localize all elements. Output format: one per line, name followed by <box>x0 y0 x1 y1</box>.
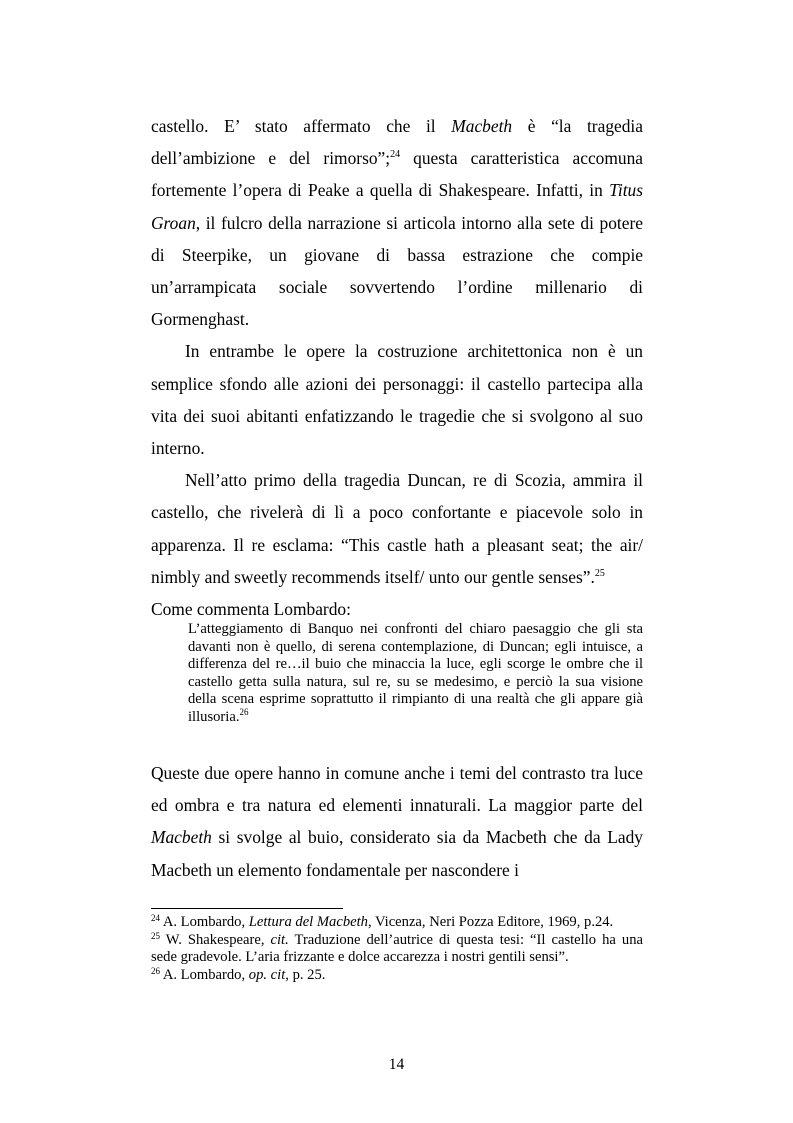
text-run: W. Shakespeare, <box>160 931 271 948</box>
footnote-25 <box>151 932 643 967</box>
text-run: è “la tragedia dell’ambizione e del rimorso”; <box>151 116 643 169</box>
italic-title: Macbeth <box>151 827 212 848</box>
text-run: A. Lombardo, <box>160 966 249 983</box>
text-run: Queste due opere hanno in comune anche i temi del contrasto tra luce ed ombra e tra natura ed elementi innaturali. La maggior parte del <box>151 763 643 816</box>
text-run: , il fulcro della narrazione si articola intorno alla sete di potere di Steerpike, un giovane di bassa estrazione che compie un’arrampicata sociale sovvertendo l’ordine millenario di Gormenghast. <box>151 212 643 330</box>
footnote-24 <box>151 914 643 932</box>
footnote-number: 24 <box>151 913 160 923</box>
paragraph-3 <box>151 464 643 593</box>
text-run: si svolge al buio, considerato sia da Macbeth che da Lady Macbeth un elemento fondamentale per nascondere i <box>151 827 643 880</box>
paragraph-1 <box>151 110 643 335</box>
footnote-ref: 25 <box>594 567 605 579</box>
footnote-26 <box>151 967 643 985</box>
footnote-number: 26 <box>151 965 160 976</box>
main-text-bottom <box>151 757 643 886</box>
italic-title: op. cit <box>248 966 286 983</box>
paragraph-2: In entrambe le opere la costruzione architettonica non è un semplice sfondo alle azioni dei personaggi: il castello partecipa alla vita dei suoi abitanti enfatizzando le tragedie che si svolgono al suo interno. <box>151 341 643 459</box>
text-run: Nell’atto primo della tragedia Duncan, re di Scozia, ammira il castello, che rivelerà di lì a poco confortante e piacevole solo in apparenza. Il re esclama: “This castle hath a pleasant seat; the air/ nimbly and sweetly recommends itself/ unto our gentle senses”. <box>151 470 643 587</box>
footnote-ref: 24 <box>390 149 401 161</box>
paragraph-5 <box>151 757 643 886</box>
footnote-separator <box>151 908 343 909</box>
text-run: questa caratteristica accomuna fortemente l’opera di Peake a quella di Shakespeare. Infatti, in <box>151 148 643 201</box>
italic-title: Titus Groan <box>151 180 643 233</box>
footnote-number: 25 <box>151 930 160 941</box>
text-run: castello. E’ stato affermato che il <box>151 116 452 136</box>
paragraph-4: Come commenta Lombardo: <box>151 599 351 620</box>
text-run: Traduzione dell’autrice di questa tesi: “Il castello ha una sede gradevole. L’aria frizzante e dolce accarezza i nostri gentili sensi”. <box>151 931 643 966</box>
page-number: 14 <box>388 1056 405 1073</box>
block-quote <box>188 621 643 727</box>
italic-title: Macbeth <box>451 116 513 136</box>
footnotes <box>151 914 643 984</box>
text-run: A. Lombardo, <box>160 914 249 930</box>
text-run: , p. 25. <box>285 966 326 983</box>
italic-title: Lettura del Macbeth <box>248 914 368 930</box>
footnote-ref: 26 <box>239 706 249 717</box>
quote-text: L’atteggiamento di Banquo nei confronti del chiaro paesaggio che gli sta davanti non è quello, di serena contemplazione, di Duncan; egli intuisce, a differenza del re…il buio che minaccia la luce, egli scorge le ombre che il castello getta sulla natura, sul re, su se medesimo, e perciò la sua visione della scena esprime soprattutto il rimpianto di una realtà che gli appare già illusoria. <box>188 621 643 725</box>
text-run: , Vicenza, Neri Pozza Editore, 1969, p.24. <box>367 914 614 930</box>
italic-title: cit. <box>270 931 289 948</box>
main-text-top <box>151 110 643 625</box>
